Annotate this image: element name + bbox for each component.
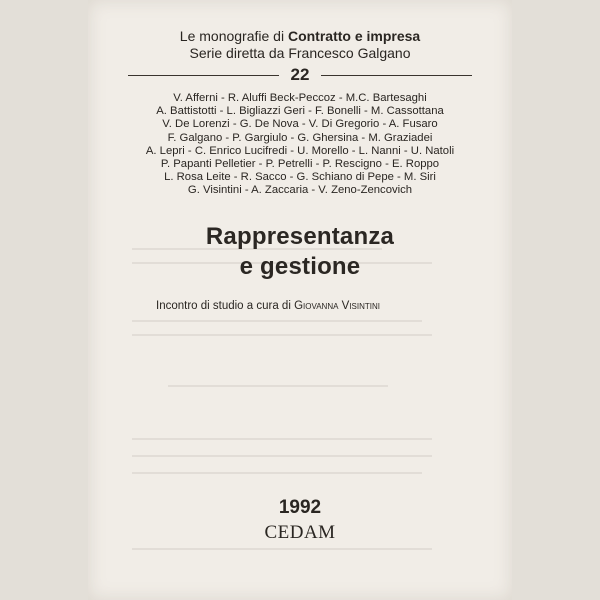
authors-line: V. De Lorenzi - G. De Nova - V. Di Gregorio - A. Fusaro — [162, 118, 438, 131]
publisher-name: CEDAM — [264, 522, 336, 543]
show-through — [132, 320, 422, 322]
authors-line: F. Galgano - P. Gargiulo - G. Ghersina - M. Graziadei — [167, 131, 433, 144]
series-line-1: Le monografie di Contratto e impresa — [179, 28, 421, 44]
show-through — [132, 472, 422, 474]
title-line-1: Rappresentanza — [205, 223, 395, 250]
editor-name: Giovanna Visintini — [294, 300, 380, 312]
journal-name: Contratto e impresa — [287, 28, 421, 44]
volume-number: 22 — [290, 65, 310, 84]
book-title — [88, 222, 512, 282]
authors-list — [98, 92, 502, 198]
authors-line: V. Afferni - R. Aluffi Beck-Peccoz - M.C. Bartesaghi — [173, 92, 427, 104]
show-through — [132, 455, 432, 457]
right-rule — [321, 75, 472, 76]
book-page — [88, 0, 512, 600]
authors-line: P. Papanti Pelletier - P. Petrelli - P. Rescigno - E. Roppo — [160, 158, 440, 171]
left-rule — [128, 75, 279, 76]
show-through — [132, 438, 432, 440]
show-through — [132, 334, 432, 336]
series-line-2: Serie diretta da Francesco Galgano — [189, 45, 411, 61]
authors-line: A. Lepri - C. Enrico Lucifredi - U. Morello - L. Nanni - U. Natoli — [145, 144, 455, 157]
show-through — [132, 548, 432, 550]
authors-line: A. Battistotti - L. Bigliazzi Geri - F. Bonelli - M. Cassottana — [156, 105, 444, 118]
volume-rule-row — [128, 64, 472, 86]
show-through — [168, 385, 388, 387]
title-line-2: e gestione — [239, 253, 361, 280]
book-subtitle: Incontro di studio a cura di Giovanna Visintini — [156, 300, 380, 312]
authors-line: G. Visintini - A. Zaccaria - V. Zeno-Zencovich — [187, 184, 413, 197]
series-header — [88, 28, 512, 62]
authors-line: L. Rosa Leite - R. Sacco - G. Schiano di Pepe - M. Siri — [164, 171, 436, 184]
publication-year: 1992 — [278, 497, 322, 518]
